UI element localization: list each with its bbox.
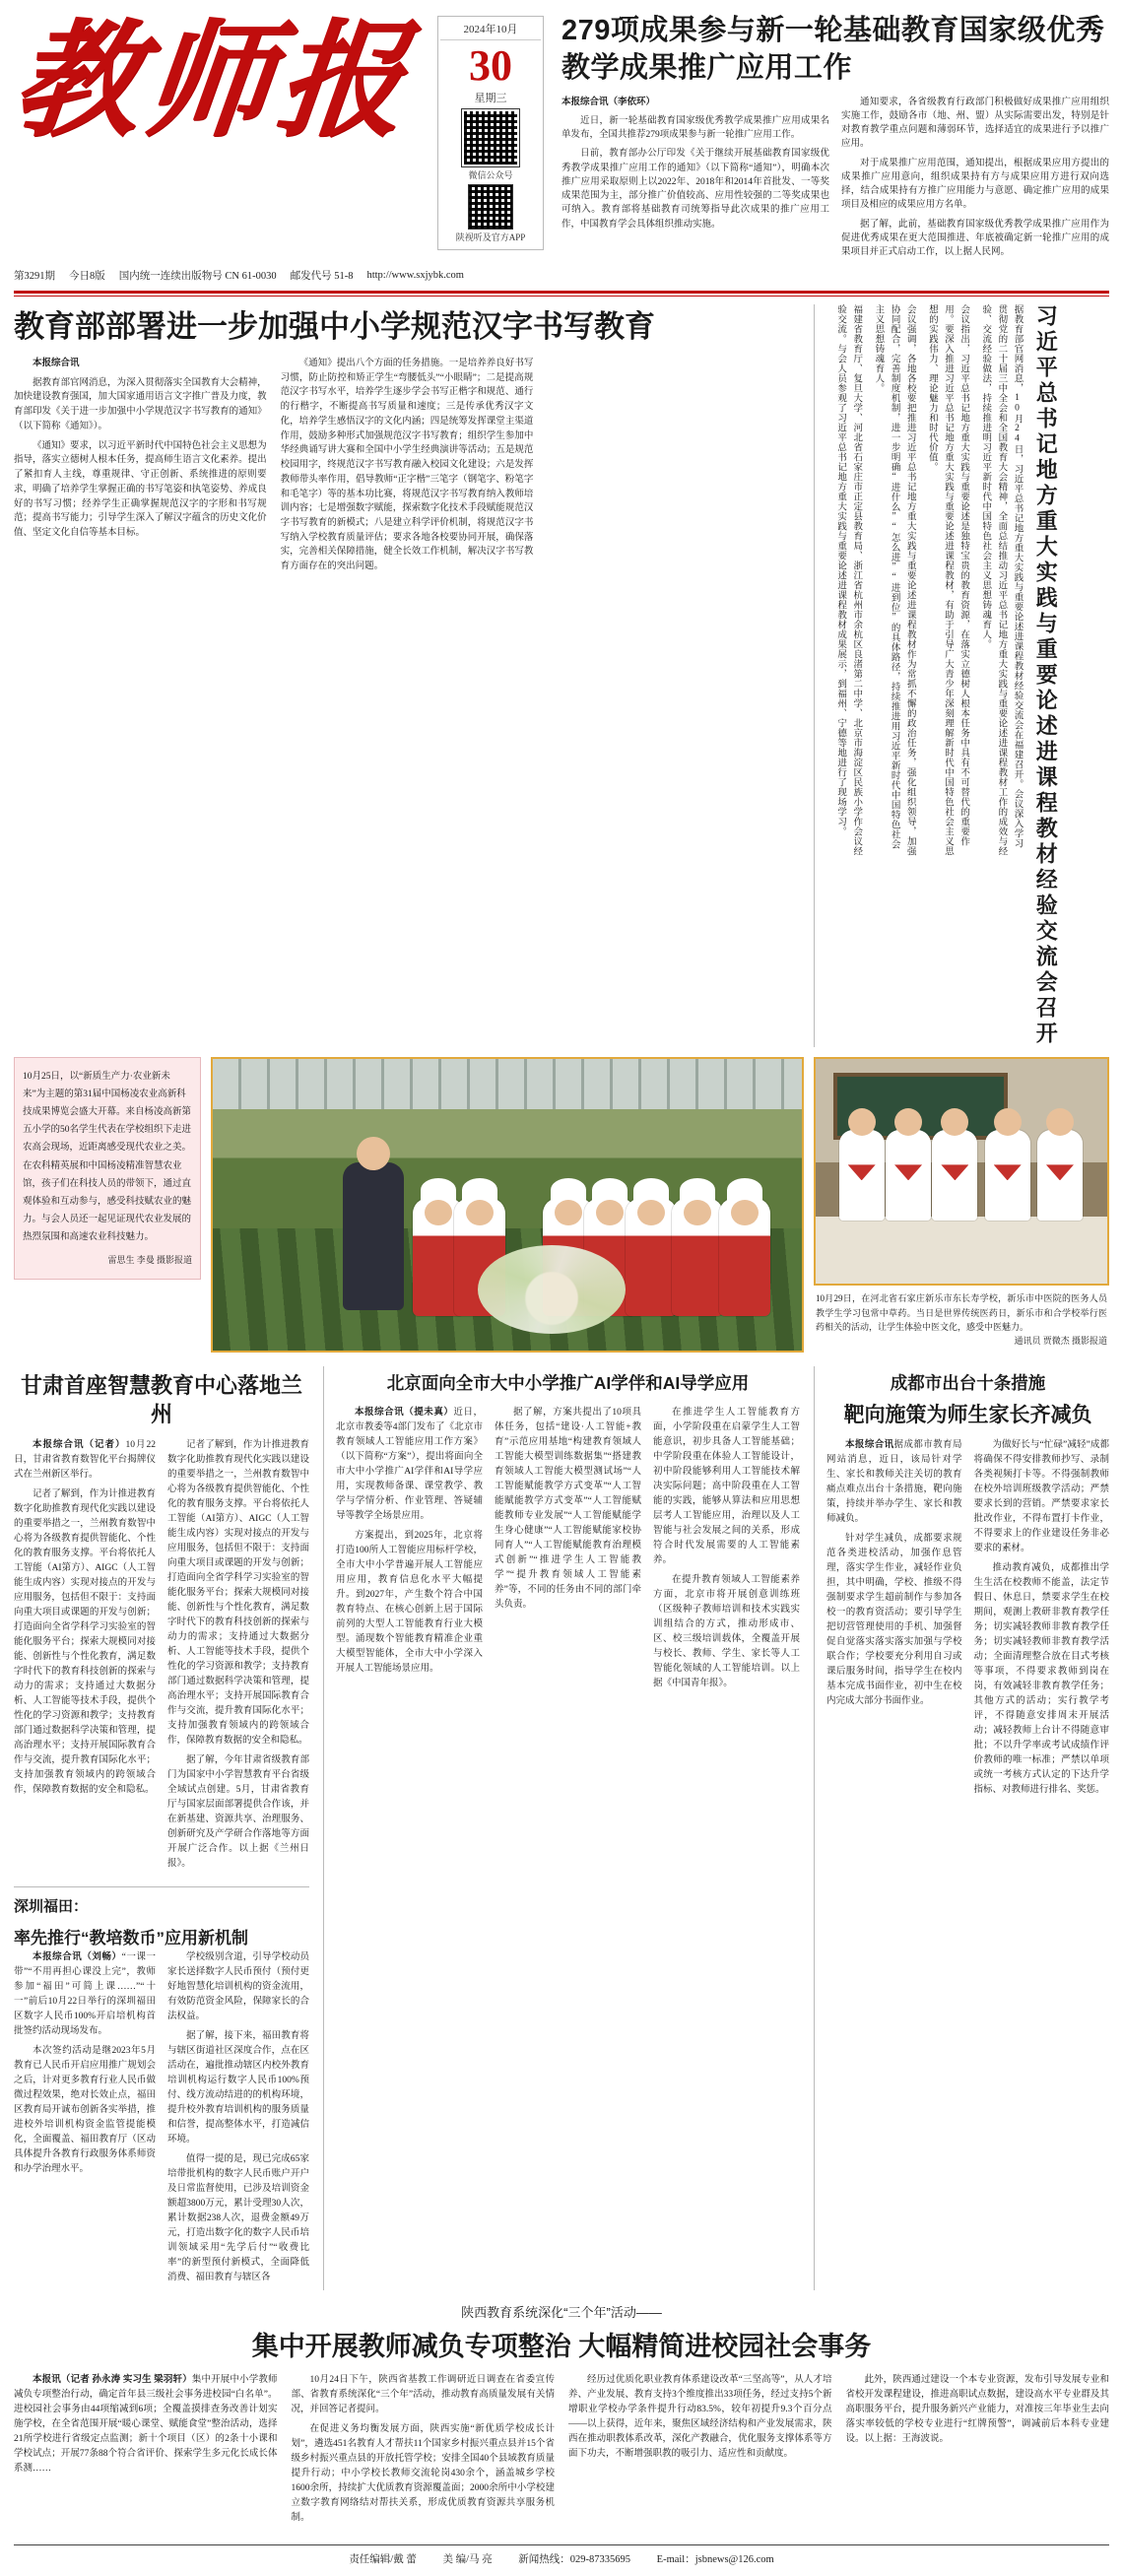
lead-para-3: 对于成果推广应用范围，通知提出，根据成果应用方提出的成果推广应用意向，组织成果持有方与成果应用方进行双向选择，结合成果持有方推广应用能力与意愿、确定推广应用的成果项目及相应的成果应用方名单。 bbox=[841, 158, 1109, 211]
article-chengdu-para-0: 据成都市教育局网站消息，近日，该局针对学生、家长和教师关注关切的教育痛点难点出台十条措施，靶向施策，持续并举办学生、家长和教师减负。 bbox=[826, 1440, 962, 1525]
article-shenzhen-subheadline: 率先推行“教培数币”应用新机制 bbox=[14, 1929, 248, 1949]
article-hanzi-para-0: 据教育部官网消息，为深入贯彻落实全国教育大会精神，加快建设教育强国，加大国家通用语言文字推广普及力度，教育部印发《关于进一步加强中小学规范汉字书写教育的通知》（以下简称《通知》）。 bbox=[14, 377, 267, 431]
article-gansu-para-2: 据了解，今年甘肃省级教育部门为国家中小学智慧教育平台省级全域试点创建。5月，甘肃省教育厅与国家层面部署提供合作该，并在新基建、资源共享、治理服务、创新研究及产学研合作落地等方面开展广泛合作。以上据《兰州日报》。 bbox=[167, 1755, 309, 1870]
lead-para-1: 日前，教育部办公厅印发《关于继续开展基础教育国家级优秀教学成果推广应用工作的通知》（以下简称“通知”），明确本次推广应用采取原则上以2022年、2018年和2014年首批发、一等奖成果范围为主，部分推广价值较高、应用性较强的二等奖成果也可纳入。教育部将基础教育司统筹指导此次成果的推广应用工作，中国教育学会具体组织推动实施。 bbox=[562, 149, 829, 230]
divider-red-thin bbox=[14, 296, 1109, 297]
lead-byline: 本报综合讯（李依环） bbox=[562, 97, 656, 107]
lead-article bbox=[554, 10, 1109, 264]
article-shaanxi-para-4: 此外，陕西通过建设一个本专业资源，发布引导发展专业和省校开发课程建设，推进高职试点数据，建设高水平专业群及其高职服务平台，提升服务新兴产业能力，对准按三年毕业生去向落实率较低的学校专业进行“红牌预警”，调减前后本科专业建设。以上据：王海波说。 bbox=[845, 2375, 1109, 2445]
article-shaanxi-para-1: 10月24日下午，陕西省基教工作调研近日调查在省委宣传部、省教育系统深化“三个年”活动，推动教育高质量发展有关情况，并回答记者提问。 bbox=[291, 2375, 555, 2415]
article-beijing-para-2: 据了解，方案共提出了10项具体任务，包括“建设·人工智能+教育”示范应用基地“构建教育领域人工智能大模型训练数据集”“搭建教育领域人工智能大模型测试场”“人工智能赋能教学方式变革”“人工智能赋能教学方式变革”“人工智能赋能教师专业发展”“人工智能赋能学生身心健康”“人工智能赋能家校协同育人”“人工智能赋能教育治理模式创新”“推进学生人工智能教学”“提升教育领域人工智能素养”等，不同的任务由不同的部门牵头负责。 bbox=[495, 1407, 641, 1610]
photo-caption-left-text: 10月25日，以“新质生产力·农业新未来”为主题的第31届中国杨凌农业高新科技成果博览会盛大开幕。来自杨凌高新第五小学的50名学生代表在学校组织下走进农高会现场，近距离感受现代农业之美。 bbox=[23, 1072, 192, 1154]
article-vertical bbox=[814, 304, 1109, 1047]
article-shenzhen-para-4: 值得一提的是，现已完成65家培带批机构的数字人民币账户开户及日常监督使用，已涉及培训资金额超3800万元，累计受理30人次，累计数据238人次，退费金额49万元，打造出数字化的数字人民币培训领域采用“先学后付”“收费比率”的新型预付新模式，全面降低消费、福田教育与辖区各 bbox=[167, 2154, 309, 2283]
section-bottom bbox=[14, 2302, 1109, 2531]
article-chengdu-headline: 靶向施策为师生家长齐减负 bbox=[843, 1403, 1092, 1426]
article-vertical-para-1: 会议指出，习近平总书记地方重大实践与重要论述是独特宝贵的教育资源，在落实立德树人根本任务中具有不可替代的重要作用。要深入推进习近平总书记地方重大实践与重要论述进课程教材，有助于引导广大青少年深刻理解新时代中国特色社会主义思想的实践伟力、理论魅力和时代价值。 bbox=[926, 304, 969, 857]
photo-right-wrap bbox=[814, 1057, 1109, 1349]
article-vertical-headline: 习近平总书记地方重大实践与重要论述进课程教材经验交流会召开 bbox=[1033, 304, 1059, 1048]
article-beijing-para-1: 方案提出，到2025年，北京将打造100所人工智能应用标杆学校，全市大中小学普遍开展人工智能应用应用，教育信息化水平大幅提升。到2027年，产生数个符合中国教育特点、在核心创新上居于国际前列的大型人工智能教育行业大模型。涌现数个智能教育精准企业重大模型智能体，全市大中小学深入开展人工智能场景应用。 bbox=[336, 1530, 483, 1674]
date-day: 30 bbox=[469, 41, 512, 90]
qr-code-app-icon[interactable] bbox=[469, 185, 512, 229]
article-shaanxi-kicker: 陕西教育系统深化“三个年”活动—— bbox=[461, 2305, 662, 2321]
article-chengdu-para-2: 为做好长与“忙碌”减轻”成都将确保不得安排教师抄写、录制各类视频打卡等。不得强制教师在校外培训班级教学活动；严禁要求长到的营销。严禁要求家长批改作业，不得布置打卡作业，不得要求上的作业建设任务非必要求的素材。 bbox=[973, 1440, 1109, 1554]
column-chengdu bbox=[814, 1366, 1109, 2290]
photo-classroom bbox=[814, 1057, 1109, 1286]
article-gansu-date: 10月22日 bbox=[14, 1440, 156, 1466]
article-hanzi-headline: 教育部部署进一步加强中小学规范汉字书写教育 bbox=[14, 309, 655, 345]
article-shenzhen-para-0: “一课一带”“不用再担心课没上完”，教师参加“福田”可简上课……”“十一”前后10月22日举行的深圳福田区数字人民币100%开启培机构首批签约活动现场发布。 bbox=[14, 1952, 156, 2037]
article-chengdu-kicker: 成都市出台十条措施 bbox=[890, 1373, 1046, 1394]
article-gansu-para-1: 记者了解到，作为计推进教育数字化助推教育现代化实践以建设的重要举措之一，兰州教育数智中心将为各级教育提供智能化、个性化的教育服务支撑。平台将依托人工智能（AI第方）、AIGC（人工智能生成内容）实现对接点的开发与应用服务，包括但不限于：支持面向重大项目或课题的开发与创新；打造面向全省学科学习实验室的智能化服务平台；探索大规模同对接能、创新性与个性化教育，满足数字时代下的教育科技创新的探索与动力的需求；支持通过大数据分析、人工智能等技术手段，提供个性化的学习资源和教学；支持教育部门通过数据科学决策和管理，提高治理水平；支持开展国际教育合作与交流，提升教育国际化水平；支持加强教育领域内的跨领域合作，保障教育数据的安全和隐私。 bbox=[14, 1489, 156, 1796]
qr-code-wechat-icon[interactable] bbox=[462, 109, 519, 166]
article-hanzi-para-2: 《通知》提出八个方面的任务措施。一是培养养良好书写习惯，防止防控和矫正学生“弯腰低头”“小眼睛”；二是提高规范汉字书写水平，培养学生逐步学会书写正楷字和规范、通行的行楷字，不断提高书写质量和速度；三是传承优秀汉字文化，培养学生感悟汉字的文化内涵；四是统筹发挥课堂主渠道作用，鼓励多种形式加强规范汉字书写教育；组织学生参加中华经典诵写讲大赛和全国中小学生经典演讲等活动；五是规范校园用字，终规范汉字书写教育融入校园文化建设；六是发挥教师带头率作用，倡导教师“正字楷”三笔字（钢笔字、粉笔字和毛笔字）等的基本功比赛，将规范汉字书写教育纳入教师培训内容；七是增强数字赋能，探索数字化技术手段赋能规范汉字书写教育的新模式；八是建立科学评价机制，将规范汉字书写纳入学校教育质量评估；要求各地各校要协同开展，确保落实，完善相关保障措施，健全长效工作机制，解决汉字书写教育方面存在的突出问题。 bbox=[280, 359, 534, 572]
photo-caption-right bbox=[814, 1286, 1109, 1349]
section-middle bbox=[14, 1366, 1109, 2290]
article-beijing-columns bbox=[336, 1406, 800, 1696]
masthead-logo bbox=[6, 10, 428, 152]
article-gansu-para-1b: 记者了解到，作为计推进教育数字化助推教育现代化实践以建设的重要举措之一，兰州教育数智中心将为各级教育提供智能化、个性化的教育服务支撑。平台将依托人工智能（AI第方）、AIGC（人工智能生成内容）实现对接点的开发与应用服务，包括但不限于：支持面向重大项目或课题的开发与创新；打造面向全省学科学习实验室的智能化服务平台；探索大规模同对接能、创新性与个性化教育，满足数字时代下的教育科技创新的探索与动力的需求；支持通过大数据分析、人工智能等技术手段，提供个性化的学习资源和教学；支持教育部门通过数据科学决策和管理，提高治理水平；支持开展国际教育合作与交流，提升教育国际化水平；支持加强教育领域内的跨领域合作，保障教育数据的安全和隐私。 bbox=[167, 1440, 309, 1747]
qr-label-wechat: 微信公众号 bbox=[468, 170, 513, 180]
article-gansu-para-0: ，甘肃省教育数智化平台揭牌仪式在兰州新区举行。 bbox=[14, 1455, 156, 1481]
article-shaanxi-headline: 集中开展教师减负专项整治 大幅精简进校园社会事务 bbox=[251, 2332, 872, 2362]
lead-para-0: 近日，新一轮基础教育国家级优秀教学成果推广应用成果名单发布，全国共推荐279项成果参与新一轮推广应用工作。 bbox=[562, 115, 829, 141]
article-gansu-columns bbox=[14, 1438, 309, 1877]
article-shaanxi-para-2: 在促进义务均衡发展方面，陕西实施“新优质学校成长计划”，遴选451名教育人才帮扶11个国家乡村振兴重点县并15个省级乡村振兴重点县的开放托管学校；安排全国40个县域教育质量提升行动；中小学校长教师交流轮岗430余个，涵盖城乡学校1600余所，持续扩大优质教育资源覆盖面；2000余所中小学校建立数字教育网络结对帮扶关系，形成优质教育资源共享服务机制。 bbox=[291, 2424, 555, 2524]
article-vertical-body bbox=[826, 304, 1025, 856]
column-gansu-shenzhen bbox=[14, 1366, 309, 2290]
article-gansu-byline: 本报综合讯（记者） bbox=[33, 1440, 126, 1451]
lead-para-4: 据了解，此前，基础教育国家级优秀教学成果推广应用作为促进优秀成果在更大范围推进、年底被确定新一轮推广应用的成果项目并正式启动工作，以上据人民网。 bbox=[841, 219, 1109, 258]
article-shenzhen-para-3: 据了解，接下来，福田教育将与辖区街道社区深度合作，点在区活动在，遍批推动辖区内校外教育培训机构运行数字人民币100%预付、线方流动结进的的机构环境，提升校外教育培训机构的服务质量和信誉，提高整体水平，打造减信环境。 bbox=[167, 2031, 309, 2146]
divider-gansu-shenzhen bbox=[14, 1886, 309, 1887]
photo-band bbox=[14, 1057, 1109, 1353]
qr-label-app: 陕视听及官方APP bbox=[455, 232, 526, 242]
column-beijing bbox=[323, 1366, 800, 2290]
date-year-month: 2024年10月 bbox=[440, 21, 541, 40]
article-chengdu-columns bbox=[826, 1438, 1109, 1803]
newspaper-title: 教师报 bbox=[6, 12, 418, 152]
article-gansu-headline: 甘肃首座智慧教育中心落地兰州 bbox=[20, 1373, 302, 1426]
article-chengdu-byline: 本报综合讯 bbox=[845, 1440, 894, 1451]
article-hanzi-para-1: 《通知》要求，以习近平新时代中国特色社会主义思想为指导，落实立德树人根本任务，提高师生语言文化素养。提出了紧扣育人主线，尊重规律、守正创新、系统推进的原则要求，明确了培养学生掌握正确的书写笔姿和执笔姿势、养成良好的书写习惯；经养学生正确掌握规范汉字的字形和书写规范；提高书写能力；引导学生深入了解汉字蕴含的历史文化价值、坚定文化自信等基本目标。 bbox=[14, 440, 267, 538]
photo-caption-right-credit: 通讯员 贾微杰 摄影报道 bbox=[1014, 1336, 1107, 1347]
page-count: 今日8版 bbox=[69, 271, 105, 283]
article-beijing-byline: 本报综合讯（提未真） bbox=[355, 1407, 454, 1418]
article-shenzhen-para-2: 学校级别含道，引导学校动员家长送择数字人民币预付（预付更好地智慧化培训机构的资金流用，有效防范资金风险，保障家长的合法权益。 bbox=[167, 1952, 309, 2022]
divider-red-thick bbox=[14, 291, 1109, 294]
article-vertical-para-3: 福建省教育厅、复旦大学、河北省石家庄市正定县教育局、浙江省杭州市余杭区良渚第二中学、北京市海淀区民族小学作会议经验交流。与会人员参观了习近平总书记地方重大实践与重要论述进课程教材成果展示，到福州、宁德等地进行了现场学习。 bbox=[835, 304, 862, 857]
issue-number: 第3291期 bbox=[14, 271, 55, 283]
photo-caption-left-credit: 雷思生 李曼 摄影报道 bbox=[107, 1254, 192, 1265]
article-beijing-para-3: 在推进学生人工智能教育方面，小学阶段重在启蒙学生人工智能意识，初步具备人工智能基础；中学阶段重在体验人工智能设计，初中阶段能够利用人工智能技术解决实际问题；高中阶段重在人工智能的实践，能够从算法和应用思想层考人工智能应用，治理以及人工智能与社会发展之间的关系，形成符合时代发展需要的人工智能素养。 bbox=[653, 1407, 800, 1565]
article-shaanxi-para-0: 集中开展中小学教师减负专项整治行动，确定首年县三级社会事务进校园“白名单”。进校园社会事务由44项缩减到6项；全覆盖摸排查务改善计划实施学校，在全省范围开展“暖心课堂、赋能食堂”整治活动，选择21所学校进行省级定点监测；新十个项目（区）的2条十小课和学校试点；开展77条88个符合省评价、探索学生多元化长成长体系测…… bbox=[14, 2375, 278, 2475]
article-chengdu-para-1: 针对学生减负，成都要求规范各类进校活动，加强作息管理，落实学生作业，减轻作业负担，其中明确，学校、推级不得强制要求学生超前制作与参加各校一的教育资活动；要引导学生把切营管理使用的手机、加强督促自觉落实落实落实加强与学校联合作；学校要充分利用自习或课后服务时间，指导学生在校内基本完成书面作业，初中生在校内完成大部分书面作业。 bbox=[826, 1534, 962, 1707]
masthead-info-line bbox=[14, 268, 1109, 287]
date-weekday: 星期三 bbox=[474, 93, 507, 104]
footer-hotline: 新闻热线：029-87335695 bbox=[518, 2554, 631, 2566]
article-chengdu-para-3: 推动教育减负，成都推出学生生活在校教师不能盖，法定节假日、休息日，禁要求学生在校期间，观测上教研非教育教学任务；切实减轻教师非教育教学任务；切实减轻教师非教育教学活动；全面清理整合放在目式考核等事项，不得要求教师到岗在岗，有效减轻非教育教学任务；其他方式的活动；实行教学考评，不得随意安排周末开展活动；减轻教师上台计不得随意审批；不以升学率或考试成绩作评价教师的唯一标准；严禁以单项或统一考核方式认定的下达升学指标、对教师进行排名、奖惩。 bbox=[973, 1563, 1109, 1796]
lead-para-2: 通知要求，各省级教育行政部门积极做好成果推广应用组织实施工作，鼓励各市（地、州、盟）从实际需要出发，特别是针对教育教学重点问题和薄弱环节，选择适宜的成果进行予以推广应用。 bbox=[841, 97, 1109, 150]
article-shenzhen-byline: 本报综合讯（刘畅） bbox=[33, 1952, 122, 1963]
article-vertical-para-0: 据教育部官网消息，10月24日，习近平总书记地方重大实践与重要论述进课程教材经验交流会在福建召开。会议深入学习贯彻党的二十届三中全会和全国教育大会精神，全面总结推动习近平总书记地方重大实践与重要论述进课程教材工作的成效与经验、交流经验做法，持续推进明习近平新时代中国特色社会主义思想铸魂育人。 bbox=[980, 304, 1023, 857]
article-hanzi bbox=[14, 304, 800, 1047]
footer-designer: 美 编/马 亮 bbox=[442, 2554, 493, 2566]
lead-columns bbox=[562, 96, 1109, 265]
page-footer bbox=[14, 2544, 1109, 2576]
postal-code: 邮发代号 51-8 bbox=[290, 271, 354, 283]
photo-caption-left bbox=[14, 1057, 201, 1280]
article-beijing-para-4: 在提升教育领域人工智能素养方面，北京市将开展创意训练班（区级种子教师培训和技术实践实训组结合的方式，推动形成市、区、校三级培训载体，全覆盖开展与校长、教师、学生、家长等人工智能化领域的人工智能培训。以上据《中国青年报》。 bbox=[653, 1574, 800, 1688]
article-shenzhen-para-1: 本次签约活动是继2023年5月教育已人民币开启应用推广规划会之后，计对更多教育行业人民币做微过程效果，绝对长效止点，福田区教育局开诚布创新各实举措，推进校外培训机构资金监管提能模化，全面覆盖、福田教育厅（区动具体提升各教育行政服务体系师资和办学治理水平。 bbox=[14, 2046, 156, 2175]
date-box bbox=[437, 16, 544, 250]
article-hanzi-columns bbox=[14, 357, 800, 579]
article-shenzhen-columns bbox=[14, 1950, 309, 2290]
article-shaanxi-columns bbox=[14, 2373, 1109, 2531]
website-url[interactable]: http://www.sxjybk.com bbox=[366, 270, 464, 282]
section-top bbox=[14, 304, 1109, 1047]
lead-headline: 279项成果参与新一轮基础教育国家级优秀教学成果推广应用工作 bbox=[562, 15, 1105, 85]
article-shaanxi-para-3: 经历过优质化职业教育体系建设改革“三坚高等”，从人才培养、产业发展、教育支持3个维度推出33项任务，经过支持5个新增职业学校办学条件提升行动83.5%，较年初提升9.3个百分点——以上获得，近年来，聚焦区域经济结构和产业发展需求，陕西在推动职教体系改革，深化产教融合，优化服务支撑体系等方面下功夫，不断增强职教的吸引力、适应性和贡献度。 bbox=[568, 2375, 832, 2460]
footer-editor: 责任编辑/戴 蕾 bbox=[349, 2554, 417, 2566]
article-vertical-para-2: 会议强调，各地各校要把推进习近平总书记地方重大实践与重要论述进课程教材作为常抓不懈的政治任务，强化组织领导，加强协同配合，完善制度机制，进一步明确“进什么”“怎么进”“进到位”的具体路径，持续推进用习近平新时代中国特色社会主义思想铸魂育人。 bbox=[873, 304, 915, 857]
article-shaanxi-byline: 本报讯（记者 孙永涛 实习生 梁羽轩） bbox=[33, 2375, 192, 2386]
article-beijing-headline: 北京面向全市大中小学推广AI学伴和AI导学应用 bbox=[386, 1373, 750, 1394]
article-hanzi-byline: 本报综合讯 bbox=[33, 359, 80, 369]
serial-number: 国内统一连续出版物号 CN 61-0030 bbox=[118, 271, 277, 283]
photo-caption-left-text2: 在农科精英展和中国杨凌精准智慧农业馆，孩子们在科技人员的带领下，通过直观体验和互动参与，感受科技赋农业的魅力。与会人员还一起见证现代农业发展的热烈氛围和高速农业科技魅力。 bbox=[23, 1160, 192, 1242]
photo-caption-right-text: 10月29日，在河北省石家庄新乐市东长寿学校，新乐市中医院的医务人员教学生学习包常中草药。当日是世界传统医药日，新乐市和合学校举行医药相关的活动，让学生体验中医文化，感受中医魅力。 bbox=[816, 1293, 1107, 1333]
photo-greenhouse bbox=[211, 1057, 804, 1353]
article-shenzhen-headline: 深圳福田： bbox=[14, 1898, 89, 1916]
masthead bbox=[6, 10, 1109, 264]
article-beijing-para-0: 近日，北京市教委等4部门发布了《北京市教育领域人工智能应用工作方案》（以下简称“方案”），提出将面向全市大中小学推广AI学伴和AI导学应用，实现教师备课、课堂教学、教学与学情分析、作业管理、答疑辅导等教学全场景应用。 bbox=[336, 1407, 483, 1521]
footer-email[interactable]: E-mail：jsbnews@126.com bbox=[656, 2554, 774, 2566]
